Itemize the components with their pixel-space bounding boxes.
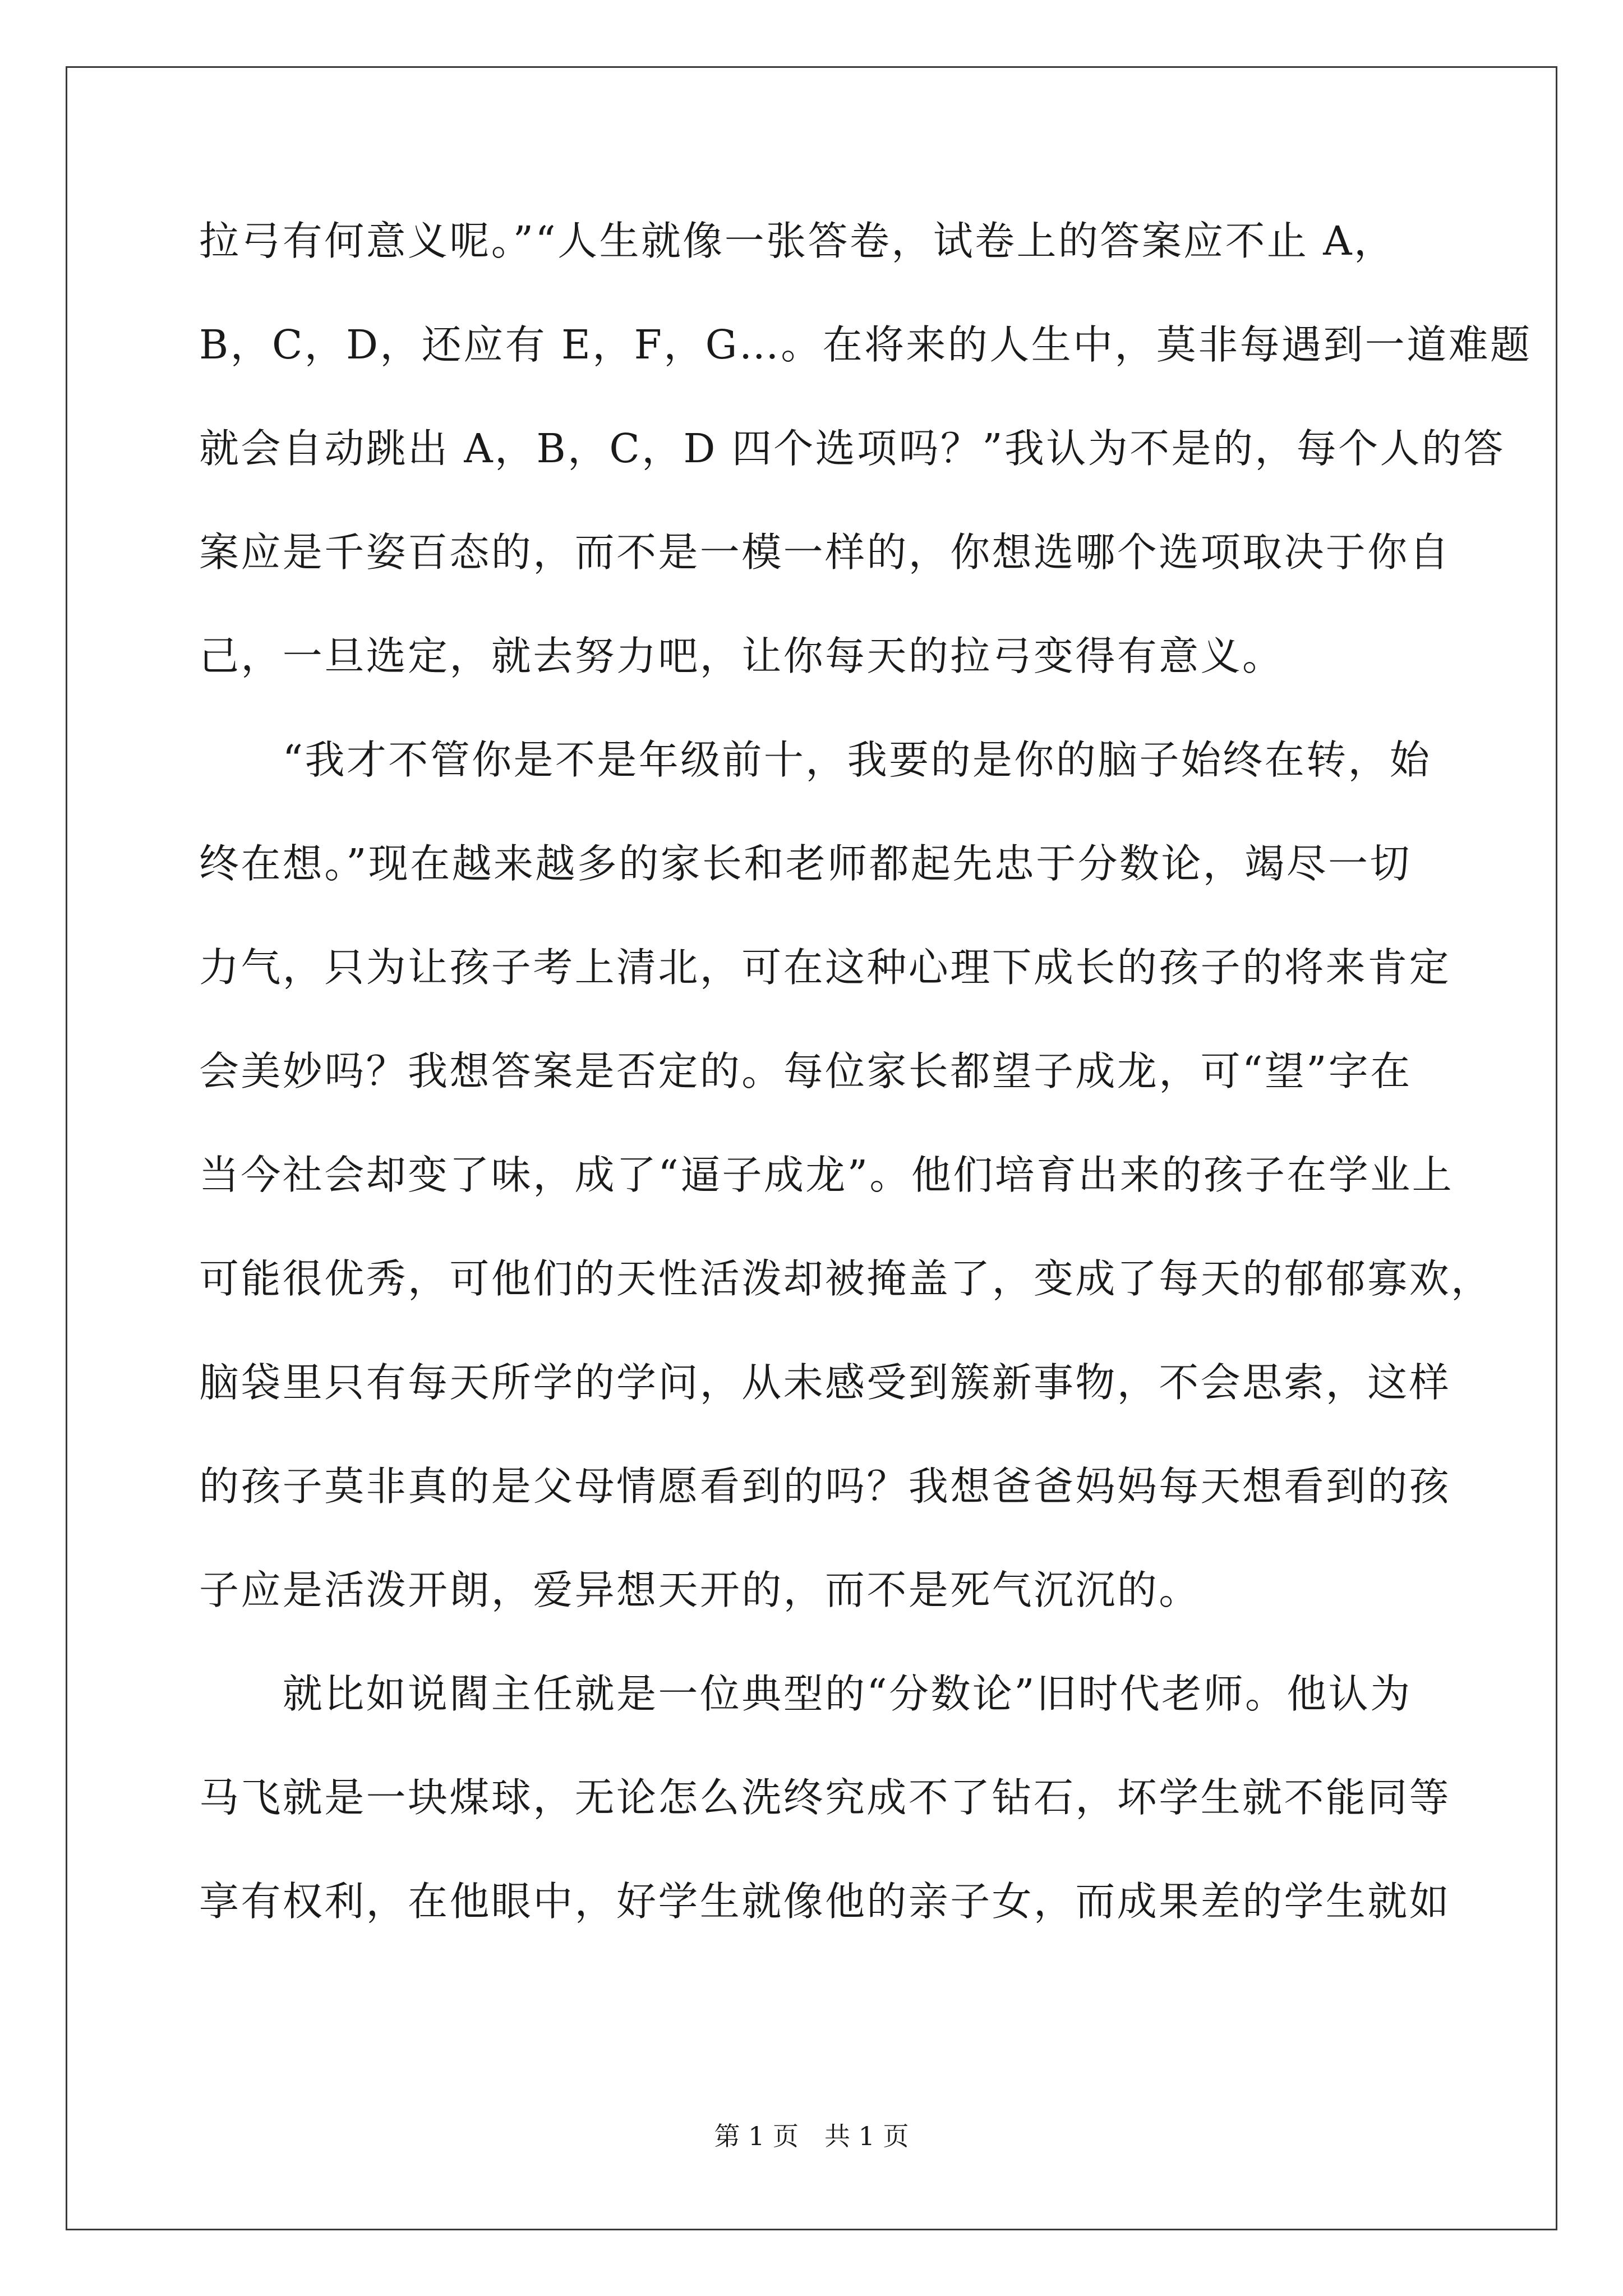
text-line: 脑袋里只有每天所学的学问，从未感受到簇新事物，不会思索，这样 <box>199 1359 1451 1406</box>
text-line: 可能很优秀，可他们的天性活泼却被掩盖了，变成了每天的郁郁寡欢， <box>199 1255 1493 1302</box>
text-line: 拉弓有何意义呢。”“人生就像一张答卷，试卷上的答案应不止 A， <box>199 218 1396 264</box>
text-line: 就比如说閻主任就是一位典型的“分数论”旧时代老师。他认为 <box>199 1671 1412 1717</box>
page-number-footer: 第 1 页 共 1 页 <box>714 2121 909 2151</box>
text-line: 当今社会却变了味，成了“逼子成龙”。他们培育出来的孩子在学业上 <box>199 1152 1454 1198</box>
text-line: 案应是千姿百态的，而不是一模一样的，你想选哪个选项取决于你自 <box>199 529 1451 576</box>
text-line: 的孩子莫非真的是父母情愿看到的吗？我想爸爸妈妈每天想看到的孩 <box>199 1463 1451 1510</box>
document-body <box>199 208 1532 1972</box>
text-line: 力气，只为让孩子考上清北，可在这种心理下成长的孩子的将来肯定 <box>199 944 1451 991</box>
text-line: 己，一旦选定，就去努力吧，让你每天的拉弓变得有意义。 <box>199 633 1284 679</box>
text-line: 会美妙吗？我想答案是否定的。每位家长都望子成龙，可“望”字在 <box>199 1048 1412 1094</box>
text-line: “我才不管你是不是年级前十，我要的是你的脑子始终在转，始 <box>199 737 1432 783</box>
text-line: 享有权利，在他眼中，好学生就像他的亲子女，而成果差的学生就如 <box>199 1878 1451 1925</box>
text-line: 终在想。”现在越来越多的家长和老师都起先忠于分数论，竭尽一切 <box>199 840 1412 887</box>
text-line: 就会自动跳出 A，B，C，D 四个选项吗？”我认为不是的，每个人的答 <box>199 425 1505 472</box>
text-line: 马飞就是一块煤球，无论怎么洗终究成不了钻石，坏学生就不能同等 <box>199 1774 1451 1821</box>
text-line: 子应是活泼开朗，爱异想天开的，而不是死气沉沉的。 <box>199 1567 1201 1613</box>
text-line: B，C，D，还应有 E，F，G…。在将来的人生中，莫非每遇到一道难题 <box>199 321 1532 368</box>
